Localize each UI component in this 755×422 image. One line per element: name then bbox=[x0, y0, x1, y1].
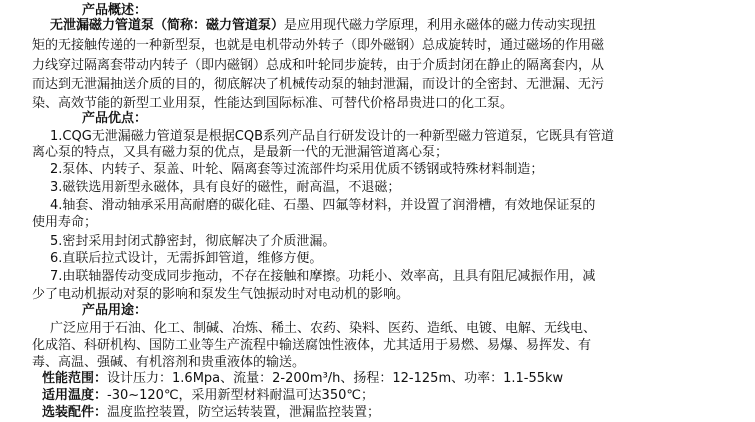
overview-heading: 产品概述： bbox=[82, 3, 148, 18]
uses-line-2: 化成箔、科研机构、国防工业等生产流程中输送腐蚀性液体，尤其适用于易燃、易爆、易挥发、有 bbox=[32, 338, 592, 353]
advantage-line-6: 使用寿命； bbox=[32, 215, 98, 230]
spec-label: 性能范围： bbox=[42, 371, 108, 386]
spec-label: 适用温度： bbox=[42, 388, 108, 403]
overview-line-3: 力线穿过隔离套带动内转子（即内磁钢）总成和叶轮同步旋转，由于介质封闭在静止的隔离套内，从 bbox=[32, 58, 605, 73]
advantage-line-4: 3.磁铁选用新型永磁体，具有良好的磁性，耐高温，不退磁； bbox=[50, 180, 401, 195]
spec-value: 设计压力：1.6Mpa、流量：2-200m³/h、扬程：12-125m、功率：1.1-55kw bbox=[107, 371, 564, 386]
overview-line-1 bbox=[50, 17, 596, 34]
overview-line-1-text: 是应用现代磁力学原理，利用永磁体的磁力传动实现扭 bbox=[284, 18, 597, 33]
advantages-heading: 产品优点： bbox=[82, 111, 148, 126]
spec-row-temperature bbox=[42, 387, 374, 404]
spec-row-performance bbox=[42, 370, 563, 387]
advantage-line-9: 7.由联轴器传动变成同步拖动，不存在接触和摩擦。功耗小、效率高，且具有阻尼减振作用，减 bbox=[50, 269, 596, 284]
spec-label: 选装配件： bbox=[42, 405, 108, 420]
spec-value: -30~120℃，采用新型材料耐温可达350℃； bbox=[107, 388, 374, 403]
advantage-line-3: 2.泵体、内转子、泵盖、叶轮、隔离套等过流部件均采用优质不锈钢或特殊材料制造； bbox=[50, 162, 544, 177]
advantage-line-1: 1.CQG无泄漏磁力管道泵是根据CQB系列产品自行研发设计的一种新型磁力管道泵，它既具有管道 bbox=[50, 129, 615, 144]
advantage-line-5: 4.轴套、滑动轴承采用高耐磨的碳化硅、石墨、四氟等材料，并设置了润滑槽，有效地保证泵的 bbox=[50, 198, 596, 213]
advantage-line-7: 5.密封采用封闭式静密封，彻底解决了介质泄漏。 bbox=[50, 234, 336, 249]
advantage-line-8: 6.直联后拉式设计，无需拆卸管道，维修方便。 bbox=[50, 251, 323, 266]
overview-line-4: 而达到无泄漏抽送介质的目的，彻底解决了机械传动泵的轴封泄漏，而设计的全密封、无泄漏、无污 bbox=[32, 77, 605, 92]
spec-row-accessories bbox=[42, 404, 380, 421]
overview-line-2: 矩的无接触传递的一种新型泵，也就是电机带动外转子（即外磁钢）总成旋转时，通过磁场的作用磁 bbox=[32, 38, 605, 53]
advantage-line-2: 离心泵的特点，又具有磁力泵的优点，是最新一代的无泄漏管道离心泵； bbox=[32, 145, 449, 160]
overview-line-5: 染、高效节能的新型工业用泵，性能达到国际标准、可替代价格昂贵进口的化工泵。 bbox=[32, 96, 514, 111]
advantage-line-10: 少了电动机振动对泵的影响和泵发生气蚀振动时对电动机的影响。 bbox=[32, 287, 410, 302]
overview-product-name: 无泄漏磁力管道泵（简称：磁力管道泵） bbox=[50, 18, 285, 33]
uses-heading: 产品用途： bbox=[82, 303, 148, 318]
uses-line-3: 毒、高温、强碱、有机溶剂和贵重液体的输送。 bbox=[32, 355, 306, 370]
uses-line-1: 广泛应用于石油、化工、制碱、冶炼、稀土、农药、染料、医药、造纸、电镀、电解、无线电、 bbox=[50, 321, 597, 336]
spec-value: 温度监控装置，防空运转装置，泄漏监控装置； bbox=[107, 405, 381, 420]
